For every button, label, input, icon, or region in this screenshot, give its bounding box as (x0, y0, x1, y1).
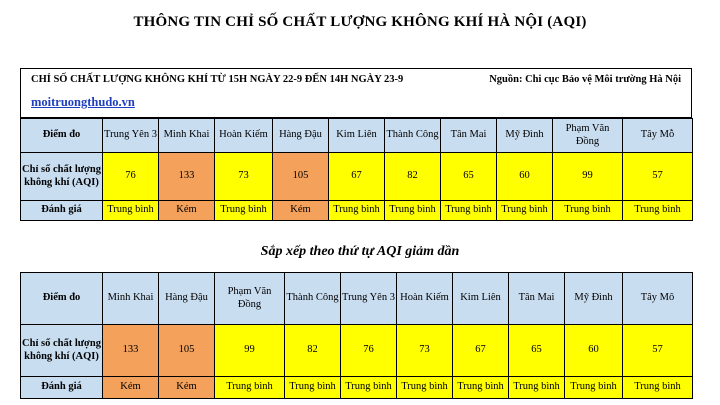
aqi-value-cell: 57 (623, 325, 693, 377)
aqi-value-cell: 65 (509, 325, 565, 377)
aqi-value-cell: 82 (385, 153, 441, 201)
rating-cell: Trung bình (453, 377, 509, 399)
rating-cell: Kém (273, 201, 329, 221)
row-label-station: Điểm đo (21, 273, 103, 325)
station-name-cell: Mỹ Đình (497, 119, 553, 153)
station-name-cell: Thành Công (385, 119, 441, 153)
station-name-cell: Tây Mỗ (623, 119, 693, 153)
rating-cell: Trung bình (385, 201, 441, 221)
rating-cell: Trung bình (285, 377, 341, 399)
aqi-value-cell: 76 (341, 325, 397, 377)
station-name-cell: Minh Khai (103, 273, 159, 325)
aqi-value-cell: 105 (273, 153, 329, 201)
station-name-cell: Phạm Văn Đồng (215, 273, 285, 325)
period-text: CHỈ SỐ CHẤT LƯỢNG KHÔNG KHÍ TỪ 15H NGÀY 22-9 ĐẾN 14H NGÀY 23-9 (31, 74, 404, 85)
website-link[interactable]: moitruongthudo.vn (31, 95, 135, 109)
station-name-cell: Hàng Đậu (159, 273, 215, 325)
aqi-value-cell: 73 (397, 325, 453, 377)
aqi-value-cell: 133 (103, 325, 159, 377)
rating-cell: Trung bình (623, 201, 693, 221)
source-text: Nguồn: Chi cục Bảo vệ Môi trường Hà Nội (489, 74, 681, 85)
station-name-cell: Hoàn Kiếm (215, 119, 273, 153)
station-name-cell: Kim Liên (453, 273, 509, 325)
aqi-value-cell: 76 (103, 153, 159, 201)
aqi-value-cell: 60 (497, 153, 553, 201)
rating-cell: Trung bình (103, 201, 159, 221)
station-name-cell: Trung Yên 3 (341, 273, 397, 325)
rating-cell: Trung bình (341, 377, 397, 399)
rating-cell: Kém (159, 201, 215, 221)
rating-cell: Trung bình (553, 201, 623, 221)
station-name-cell: Tây Mô (623, 273, 693, 325)
rating-cell: Trung bình (397, 377, 453, 399)
aqi-row (21, 325, 693, 377)
station-name-cell: Hoàn Kiếm (397, 273, 453, 325)
row-label-index: Chỉ số chất lượng không khí (AQI) (21, 153, 103, 201)
aqi-table-by-station (20, 118, 693, 221)
aqi-value-cell: 67 (453, 325, 509, 377)
station-name-cell: Hàng Đậu (273, 119, 329, 153)
row-label-station: Điểm đo (21, 119, 103, 153)
aqi-value-cell: 82 (285, 325, 341, 377)
aqi-value-cell: 60 (565, 325, 623, 377)
rating-cell: Kém (159, 377, 215, 399)
station-name-cell: Mỹ Đình (565, 273, 623, 325)
section-subtitle: Sắp xếp theo thứ tự AQI giảm dần (260, 244, 460, 259)
station-name-cell: Tân Mai (509, 273, 565, 325)
aqi-value-cell: 105 (159, 325, 215, 377)
row-label-index: Chỉ số chất lượng không khí (AQI) (21, 325, 103, 377)
rating-cell: Trung bình (623, 377, 693, 399)
rating-cell: Trung bình (497, 201, 553, 221)
rating-row (21, 377, 693, 399)
station-name-cell: Thành Công (285, 273, 341, 325)
station-name-cell: Minh Khai (159, 119, 215, 153)
rating-cell: Trung bình (329, 201, 385, 221)
rating-cell: Trung bình (509, 377, 565, 399)
aqi-value-cell: 99 (215, 325, 285, 377)
rating-cell: Trung bình (441, 201, 497, 221)
row-label-rating: Đánh giá (21, 377, 103, 399)
rating-row (21, 201, 693, 221)
rating-cell: Trung bình (215, 201, 273, 221)
aqi-table-sorted (20, 272, 693, 399)
rating-cell: Trung bình (215, 377, 285, 399)
aqi-value-cell: 67 (329, 153, 385, 201)
aqi-value-cell: 65 (441, 153, 497, 201)
station-row (21, 119, 693, 153)
station-name-cell: Kim Liên (329, 119, 385, 153)
rating-cell: Kém (103, 377, 159, 399)
aqi-row (21, 153, 693, 201)
station-name-cell: Trung Yên 3 (103, 119, 159, 153)
page-title: THÔNG TIN CHỈ SỐ CHẤT LƯỢNG KHÔNG KHÍ HÀ NỘI (AQI) (133, 14, 587, 30)
station-row (21, 273, 693, 325)
row-label-rating: Đánh giá (21, 201, 103, 221)
aqi-value-cell: 99 (553, 153, 623, 201)
aqi-value-cell: 133 (159, 153, 215, 201)
info-box (20, 68, 692, 118)
station-name-cell: Phạm Văn Đồng (553, 119, 623, 153)
aqi-value-cell: 73 (215, 153, 273, 201)
station-name-cell: Tân Mai (441, 119, 497, 153)
aqi-value-cell: 57 (623, 153, 693, 201)
rating-cell: Trung bình (565, 377, 623, 399)
